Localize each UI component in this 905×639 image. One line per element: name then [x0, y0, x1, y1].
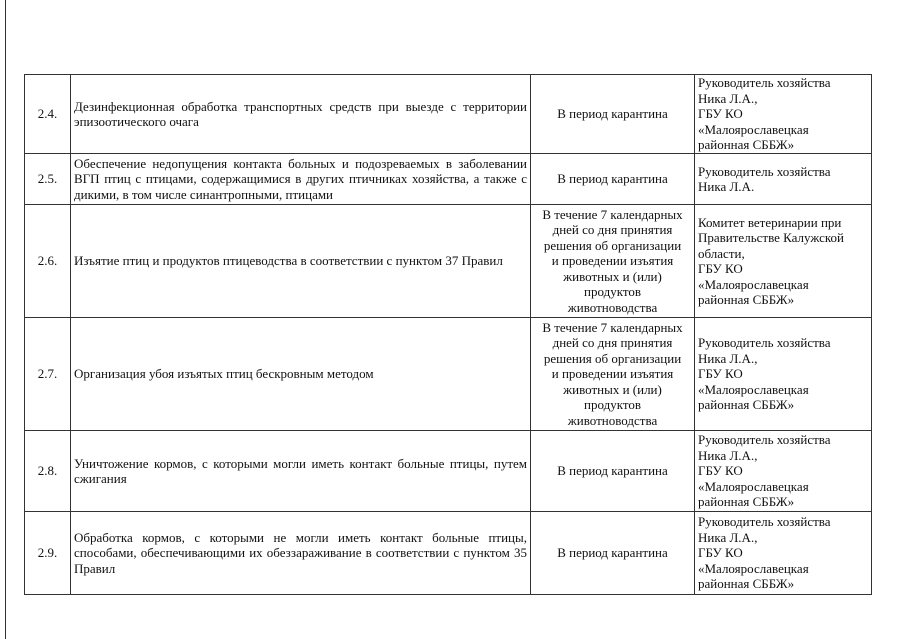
term-line: В период карантина	[557, 171, 668, 187]
responsible-line: Руководитель хозяйства	[698, 432, 831, 448]
term-line: животных и (или)	[563, 381, 662, 397]
responsible-line: Ника Л.А.,	[698, 350, 758, 366]
responsible-line: области,	[698, 245, 745, 261]
term-line: дней со дня принятия	[552, 335, 673, 351]
responsible-cell	[695, 154, 872, 205]
responsible-line: ГБУ КО	[698, 545, 743, 561]
row-number: 2.6.	[25, 205, 71, 318]
responsible-line: Руководитель хозяйства	[698, 75, 831, 91]
term-line: животноводства	[567, 299, 658, 315]
action-text: Дезинфекционная обработка транспортных средств при выезде с территории эпизоотического очага	[71, 75, 531, 154]
responsible-line: «Малоярославецкая	[698, 381, 809, 397]
term-line: продуктов	[584, 284, 641, 300]
responsible-line: Правительстве Калужской	[698, 230, 844, 245]
term-line: животных и (или)	[563, 268, 662, 284]
responsible-line: районная СББЖ»	[698, 292, 795, 307]
term-line: В период карантина	[557, 106, 668, 122]
responsible-line: ГБУ КО	[698, 106, 743, 122]
responsible-cell	[695, 205, 872, 318]
action-text: Изъятие птиц и продуктов птицеводства в соответствии с пунктом 37 Правил	[71, 205, 531, 318]
responsible-cell	[695, 318, 872, 431]
responsible-line: «Малоярославецкая	[698, 478, 809, 494]
row-number: 2.4.	[25, 75, 71, 154]
action-text: Уничтожение кормов, с которыми могли иметь контакт больные птицы, путем сжигания	[71, 431, 531, 512]
term-cell	[531, 205, 695, 318]
term-line: продуктов	[584, 397, 641, 413]
table-row	[25, 205, 872, 318]
measures-table	[24, 74, 872, 595]
term-cell	[531, 318, 695, 431]
term-line: В течение 7 календарных	[542, 206, 683, 222]
table-row	[25, 431, 872, 512]
table-row	[25, 75, 872, 154]
action-text: Обработка кормов, с которыми не могли иметь контакт больные птицы, способами, обеспечивающими их обеззараживание в соответствии с пунктом 35 Правил	[71, 512, 531, 595]
action-text: Обеспечение недопущения контакта больных и подозреваемых в заболевании ВГП птиц с птицами, содержащимися в других птичниках хозяйства, а также с дикими, в том числе синантропными, птицами	[71, 154, 531, 205]
term-line: животноводства	[567, 412, 658, 428]
term-line: В течение 7 календарных	[542, 319, 683, 335]
responsible-line: Руководитель хозяйства	[698, 514, 831, 530]
term-line: В период карантина	[557, 545, 668, 561]
responsible-line: районная СББЖ»	[698, 137, 795, 153]
term-line: В период карантина	[557, 463, 668, 479]
responsible-line: Ника Л.А.	[698, 179, 755, 194]
row-number: 2.9.	[25, 512, 71, 595]
term-line: и проведении изъятия	[551, 366, 674, 382]
term-line: решения об организации	[543, 237, 682, 253]
term-line: дней со дня принятия	[552, 222, 673, 238]
responsible-line: Ника Л.А.,	[698, 529, 758, 545]
responsible-line: районная СББЖ»	[698, 576, 795, 592]
responsible-line: Ника Л.А.,	[698, 447, 758, 463]
table-row	[25, 154, 872, 205]
term-line: решения об организации	[543, 350, 682, 366]
row-number: 2.7.	[25, 318, 71, 431]
responsible-line: Руководитель хозяйства	[698, 335, 831, 351]
term-line: и проведении изъятия	[551, 253, 674, 269]
responsible-line: Ника Л.А.,	[698, 90, 758, 106]
responsible-line: ГБУ КО	[698, 366, 743, 382]
responsible-line: «Малоярославецкая	[698, 121, 809, 137]
term-cell	[531, 431, 695, 512]
term-cell	[531, 75, 695, 154]
table-row	[25, 318, 872, 431]
responsible-cell	[695, 431, 872, 512]
action-text: Организация убоя изъятых птиц бескровным методом	[71, 318, 531, 431]
responsible-line: ГБУ КО	[698, 463, 743, 479]
responsible-line: районная СББЖ»	[698, 397, 795, 413]
page-left-edge	[5, 0, 6, 639]
responsible-cell	[695, 512, 872, 595]
row-number: 2.8.	[25, 431, 71, 512]
responsible-line: Комитет ветеринарии при	[698, 214, 842, 230]
table-row	[25, 512, 872, 595]
term-cell	[531, 154, 695, 205]
responsible-line: районная СББЖ»	[698, 494, 795, 510]
responsible-line: ГБУ КО	[698, 261, 743, 276]
responsible-line: «Малоярославецкая	[698, 276, 809, 292]
responsible-cell	[695, 75, 872, 154]
term-cell	[531, 512, 695, 595]
responsible-line: «Малоярославецкая	[698, 560, 809, 576]
row-number: 2.5.	[25, 154, 71, 205]
responsible-line: Руководитель хозяйства	[698, 163, 831, 179]
